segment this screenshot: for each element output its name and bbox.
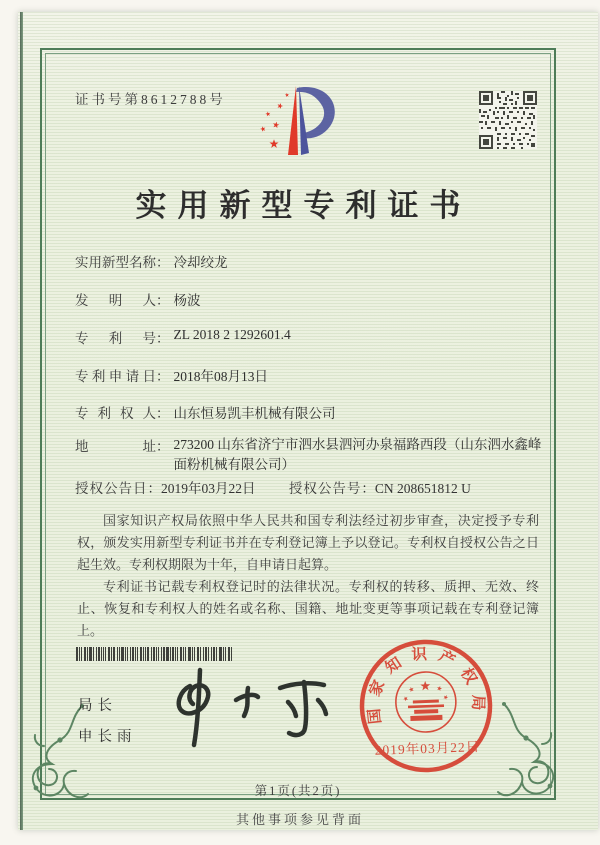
- field-label: 专利权人: [75, 406, 156, 421]
- grant-number-pair: 授权公告号：CN 208651812 U: [288, 481, 471, 496]
- field-label: 专利申请日: [75, 369, 156, 384]
- grant-number-label: 授权公告号: [288, 481, 362, 496]
- director-signature: [162, 664, 357, 754]
- page-edge-shadow: [20, 12, 23, 830]
- barcode: [75, 647, 233, 661]
- seal-text: 国家知识产权局: [365, 645, 487, 725]
- seal-date: 2019年03月22日: [374, 739, 481, 758]
- official-seal: [354, 634, 499, 779]
- field-row-address: 地址： 273200 山东省济宁市泗水县泗河办泉福路西段（山东泗水鑫峰面粉机械有限公司）: [75, 435, 546, 475]
- field-row-grant: [75, 477, 471, 497]
- grant-date-label: 授权公告日: [75, 481, 148, 496]
- cnipa-logo-icon: [252, 80, 344, 164]
- field-label: 发明人: [75, 293, 156, 308]
- grant-number-value: CN 208651812 U: [374, 481, 471, 496]
- qr-code: [479, 91, 537, 149]
- grant-date-pair: 授权公告日：2019年03月22日: [75, 481, 256, 496]
- legal-paragraph-2: 专利证书记载专利权登记时的法律状况。专利权的转移、质押、无效、终止、恢复和专利权人的姓名或名称、国籍、地址变更等事项记载在专利登记簿上。: [77, 579, 539, 638]
- field-row-patent-number: 专利号： ZL 2018 2 1292601.4: [75, 327, 291, 346]
- field-row-patentee: 专利权人： 山东恒易凯丰机械有限公司: [75, 402, 336, 422]
- page-indicator: 第1页(共2页): [254, 784, 342, 798]
- field-value: 冷却绞龙: [173, 255, 228, 270]
- field-value: 2018年08月13日: [173, 369, 268, 384]
- signer-title: 局长: [78, 698, 117, 714]
- field-value: ZL 2018 2 1292601.4: [173, 327, 291, 342]
- field-row-name: 实用新型名称： 冷却绞龙: [75, 251, 228, 271]
- certificate-number: 证书号第8612788号: [75, 92, 226, 107]
- field-label: 实用新型名称: [75, 255, 156, 270]
- field-row-filing-date: 专利申请日： 2018年08月13日: [75, 365, 268, 385]
- legal-text: [77, 510, 539, 642]
- field-row-inventor: 发明人： 杨波: [75, 289, 201, 309]
- grant-date-value: 2019年03月22日: [161, 481, 256, 496]
- field-value: 山东恒易凯丰机械有限公司: [173, 406, 336, 421]
- field-label: 专利号: [75, 331, 156, 346]
- field-value: 杨波: [173, 293, 201, 308]
- footer-note: 其他事项参见背面: [235, 812, 364, 827]
- field-value: 273200 山东省济宁市泗水县泗河办泉福路西段（山东泗水鑫峰面粉机械有限公司）: [173, 437, 542, 472]
- signer-name: 申长雨: [78, 729, 137, 745]
- legal-paragraph-1: 国家知识产权局依照中华人民共和国专利法经过初步审查，决定授予专利权，颁发实用新型专利证书并在专利登记簿上予以登记。专利权自授权公告之日起生效。专利权期限为十年，自申请日起算。: [77, 513, 539, 572]
- field-label: 地址: [75, 439, 156, 454]
- certificate-title: 实用新型专利证书: [135, 188, 472, 223]
